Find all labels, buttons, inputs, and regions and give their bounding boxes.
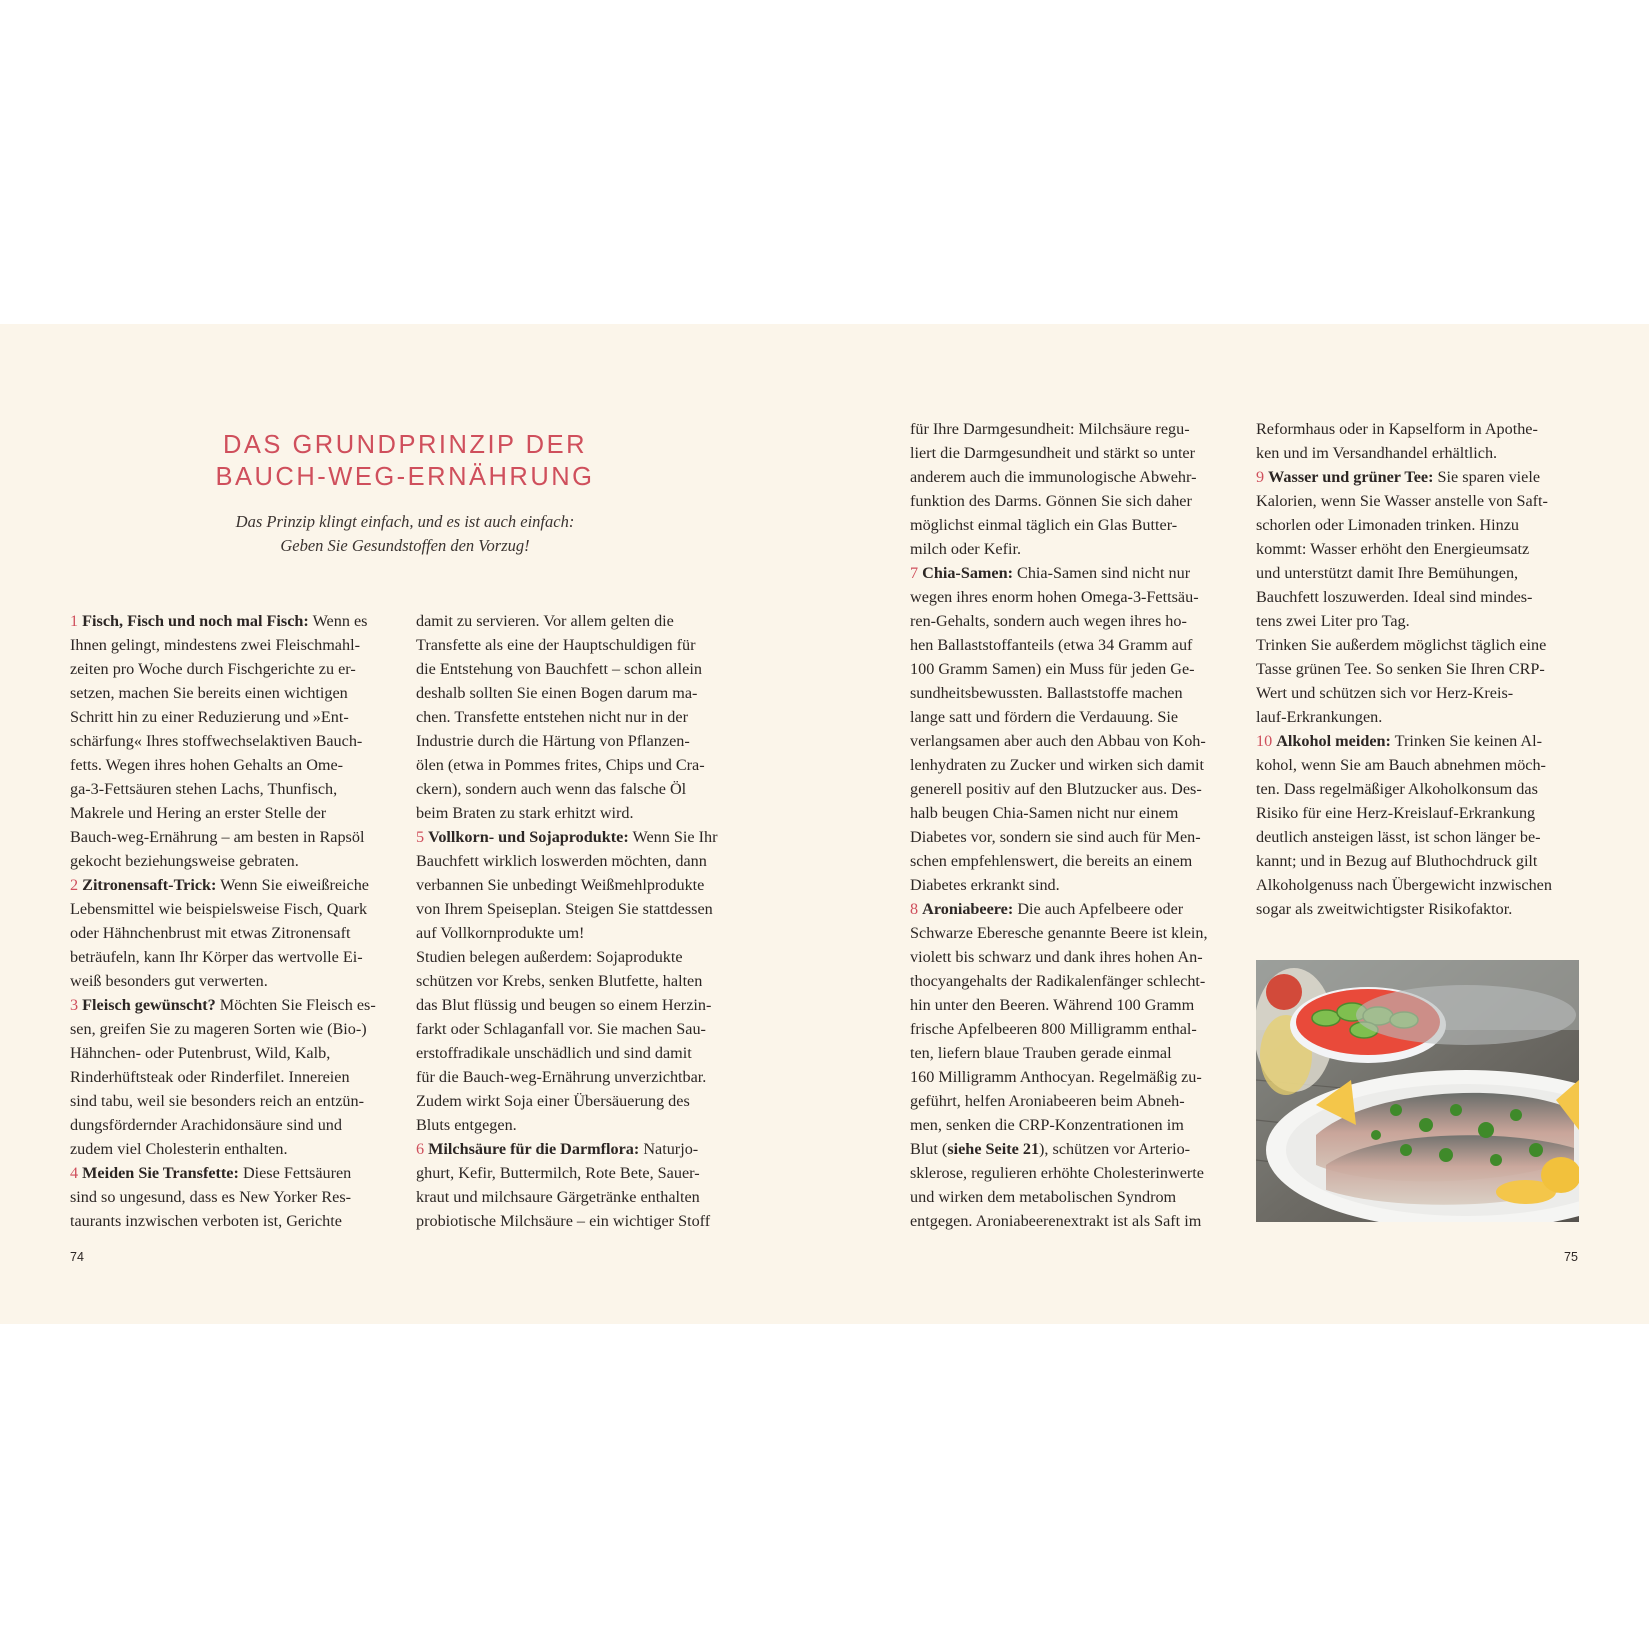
page-reference: siehe Seite 21	[947, 1140, 1040, 1158]
text-line	[416, 1209, 748, 1233]
text-line	[1256, 537, 1588, 561]
body-text: generell positiv auf den Blutzucker aus. Des-	[910, 780, 1202, 798]
item-heading: Fleisch gewünscht?	[82, 996, 216, 1014]
text-line	[70, 1041, 402, 1065]
body-text: die Entstehung von Bauchfett – schon allein	[416, 660, 702, 678]
text-line	[910, 585, 1242, 609]
text-line	[910, 849, 1242, 873]
item-number: 4	[70, 1164, 79, 1182]
body-text: Bauchfett wirklich loswerden möchten, dann	[416, 852, 707, 870]
text-line	[1256, 681, 1588, 705]
body-text: entgegen. Aroniabeerenextrakt ist als Saft im	[910, 1212, 1202, 1230]
body-text: chen. Transfette entstehen nicht nur in der	[416, 708, 688, 726]
body-text: sundheitsbewussten. Ballaststoffe machen	[910, 684, 1183, 702]
item-heading: Alkohol meiden:	[1276, 732, 1391, 750]
body-text: lange satt und fördern die Verdauung. Sie	[910, 708, 1179, 726]
text-line	[1256, 729, 1588, 753]
body-text: men, senken die CRP-Konzentrationen im	[910, 1116, 1184, 1134]
body-text: Ihnen gelingt, mindestens zwei Fleischmahl-	[70, 636, 360, 654]
text-line	[910, 921, 1242, 945]
body-text: ckern), sondern auch wenn das falsche Öl	[416, 780, 687, 798]
text-line	[1256, 609, 1588, 633]
text-line	[70, 1065, 402, 1089]
text-line	[910, 777, 1242, 801]
body-text: beim Braten zu stark erhitzt wird.	[416, 804, 634, 822]
text-line	[416, 705, 748, 729]
text-line	[1256, 417, 1588, 441]
text-line	[416, 681, 748, 705]
body-text: Bauchfett loszuwerden. Ideal sind mindes-	[1256, 588, 1533, 606]
body-text: Lebensmittel wie beispielsweise Fisch, Quark	[70, 900, 368, 918]
body-text: schorlen oder Limonaden trinken. Hinzu	[1256, 516, 1519, 534]
body-text: Risiko für eine Herz-Kreislauf-Erkrankung	[1256, 804, 1536, 822]
body-text: ken und im Versandhandel erhältlich.	[1256, 444, 1498, 462]
text-line	[416, 801, 748, 825]
title-line: BAUCH-WEG-ERNÄHRUNG	[215, 463, 595, 491]
body-text: anderem auch die immunologische Abwehr-	[910, 468, 1197, 486]
text-line	[416, 897, 748, 921]
text-line	[70, 1089, 402, 1113]
body-text: für die Bauch-weg-Ernährung unverzichtbar.	[416, 1068, 707, 1086]
body-text: Naturjo-	[639, 1140, 699, 1158]
body-text: kraut und milchsaure Gärgetränke enthalten	[416, 1188, 700, 1206]
text-line	[910, 465, 1242, 489]
text-line	[910, 1113, 1242, 1137]
body-text: schen empfehlenswert, die bereits an einem	[910, 852, 1193, 870]
body-text: ghurt, Kefir, Buttermilch, Rote Bete, Sauer-	[416, 1164, 700, 1182]
body-text: thocyangehalts der Radikalenfänger schlecht-	[910, 972, 1206, 990]
text-line	[1256, 561, 1588, 585]
text-line	[1256, 849, 1588, 873]
body-text: weiß besonders gut verwerten.	[70, 972, 268, 990]
body-text: hen Ballaststoffanteils (etwa 34 Gramm auf	[910, 636, 1193, 654]
item-number: 3	[70, 996, 79, 1014]
text-line	[416, 849, 748, 873]
body-text: Die auch Apfelbeere oder	[1013, 900, 1184, 918]
body-text: Trinken Sie außerdem möglichst täglich eine	[1256, 636, 1547, 654]
text-line	[416, 609, 748, 633]
text-line	[70, 969, 402, 993]
text-line	[910, 1065, 1242, 1089]
body-text: tens zwei Liter pro Tag.	[1256, 612, 1410, 630]
item-heading: Chia-Samen:	[922, 564, 1013, 582]
text-line	[70, 657, 402, 681]
body-text: taurants inzwischen verboten ist, Gerichte	[70, 1212, 342, 1230]
body-text: zudem viel Cholesterin enthalten.	[70, 1140, 288, 1158]
text-line	[910, 873, 1242, 897]
text-line	[1256, 873, 1588, 897]
page-number-right: 75	[1564, 1250, 1578, 1264]
item-heading: Meiden Sie Transfette:	[82, 1164, 239, 1182]
item-heading: Zitronensaft-Trick:	[82, 876, 217, 894]
text-line	[910, 1185, 1242, 1209]
body-text: Bauch-weg-Ernährung – am besten in Rapsöl	[70, 828, 365, 846]
text-line	[1256, 705, 1588, 729]
body-text: Transfette als eine der Hauptschuldigen für	[416, 636, 696, 654]
body-text: kannt; und in Bezug auf Bluthochdruck gilt	[1256, 852, 1538, 870]
text-line	[70, 633, 402, 657]
body-text: farkt oder Schlaganfall vor. Sie machen Sau-	[416, 1020, 706, 1038]
text-line	[910, 969, 1242, 993]
body-text: Bluts entgegen.	[416, 1116, 517, 1134]
body-text: violett bis schwarz und dank ihres hohen An-	[910, 948, 1203, 966]
fish-dish-photo	[1256, 960, 1579, 1222]
body-text: das Blut flüssig und beugen so einem Herzin-	[416, 996, 712, 1014]
body-text: kommt: Wasser erhöht den Energieumsatz	[1256, 540, 1530, 558]
text-line	[910, 801, 1242, 825]
item-number: 5	[416, 828, 425, 846]
text-line	[416, 1089, 748, 1113]
body-text: ), schützen vor Arterio-	[1039, 1140, 1191, 1158]
text-line	[1256, 513, 1588, 537]
text-line	[416, 753, 748, 777]
text-line	[1256, 633, 1588, 657]
body-text: gekocht beziehungsweise gebraten.	[70, 852, 299, 870]
text-line	[1256, 489, 1588, 513]
text-line	[910, 729, 1242, 753]
text-line	[416, 657, 748, 681]
page-number-left: 74	[70, 1250, 84, 1264]
text-line	[70, 1137, 402, 1161]
body-text: 100 Gramm Samen) ein Muss für jeden Ge-	[910, 660, 1195, 678]
item-heading: Vollkorn- und Sojaprodukte:	[428, 828, 629, 846]
body-text: verbannen Sie unbedingt Weißmehlprodukte	[416, 876, 705, 894]
body-text: sogar als zweitwichtigster Risikofaktor.	[1256, 900, 1513, 918]
text-line	[416, 1185, 748, 1209]
body-text: frische Apfelbeeren 800 Milligramm enthal-	[910, 1020, 1197, 1038]
body-text: Tasse grünen Tee. So senken Sie Ihren CRP-	[1256, 660, 1545, 678]
body-text: Blut (	[910, 1140, 948, 1158]
body-text: Zudem wirkt Soja einer Übersäuerung des	[416, 1092, 690, 1110]
text-line	[70, 1209, 402, 1233]
text-line	[416, 825, 748, 849]
body-text: deshalb sollten Sie einen Bogen darum ma-	[416, 684, 698, 702]
text-line	[1256, 441, 1588, 465]
body-text: Studien belegen außerdem: Sojaprodukte	[416, 948, 683, 966]
body-text: Hähnchen- oder Putenbrust, Wild, Kalb,	[70, 1044, 331, 1062]
text-line	[416, 945, 748, 969]
body-text: lauf-Erkrankungen.	[1256, 708, 1383, 726]
text-line	[70, 897, 402, 921]
text-line	[416, 1065, 748, 1089]
body-text: oder Hähnchenbrust mit etwas Zitronensaft	[70, 924, 351, 942]
text-line	[910, 1137, 1242, 1161]
body-text: Diabetes erkrankt sind.	[910, 876, 1060, 894]
body-text: Chia-Samen sind nicht nur	[1012, 564, 1191, 582]
body-text: Möchten Sie Fleisch es-	[215, 996, 376, 1014]
body-text: ten. Dass regelmäßiger Alkoholkonsum das	[1256, 780, 1538, 798]
text-line	[70, 801, 402, 825]
text-line	[70, 945, 402, 969]
body-text: halb beugen Chia-Samen nicht nur einem	[910, 804, 1179, 822]
body-text: Wenn Sie eiweißreiche	[216, 876, 369, 894]
chapter-title	[150, 429, 660, 493]
text-line	[70, 705, 402, 729]
text-line	[1256, 753, 1588, 777]
text-line	[70, 1113, 402, 1137]
text-line	[910, 561, 1242, 585]
text-line	[70, 729, 402, 753]
body-text: schärfung« Ihres stoffwechselaktiven Bauch-	[70, 732, 363, 750]
body-text: Industrie durch die Härtung von Pflanzen-	[416, 732, 690, 750]
body-text: lenhydraten zu Zucker und wirken sich damit	[910, 756, 1204, 774]
text-line	[910, 681, 1242, 705]
item-number: 9	[1256, 468, 1265, 486]
title-line: DAS GRUNDPRINZIP DER	[222, 431, 588, 459]
text-line	[910, 609, 1242, 633]
text-line	[70, 609, 402, 633]
body-text: deutlich ansteigen lässt, ist schon länger be-	[1256, 828, 1541, 846]
body-text: ölen (etwa in Pommes frites, Chips und Cra-	[416, 756, 705, 774]
body-text: beträufeln, kann Ihr Körper das wertvolle Ei-	[70, 948, 363, 966]
body-text: Wert und schützen sich vor Herz-Kreis-	[1256, 684, 1514, 702]
text-column-1	[70, 609, 402, 1233]
text-line	[910, 1017, 1242, 1041]
body-text: verlangsamen aber auch den Abbau von Koh-	[910, 732, 1206, 750]
body-text: und unterstützt damit Ihre Bemühungen,	[1256, 564, 1519, 582]
body-text: setzen, machen Sie bereits einen wichtigen	[70, 684, 348, 702]
text-line	[910, 705, 1242, 729]
text-line	[910, 417, 1242, 441]
body-text: sklerose, regulieren erhöhte Cholesterinwerte	[910, 1164, 1204, 1182]
text-line	[70, 849, 402, 873]
body-text: Rinderhüftsteak oder Rinderfilet. Innereien	[70, 1068, 350, 1086]
text-line	[910, 753, 1242, 777]
text-line	[70, 921, 402, 945]
body-text: Diese Fettsäuren	[238, 1164, 352, 1182]
body-text: Wenn Sie Ihr	[628, 828, 718, 846]
body-text: dungsfördernder Arachidonsäure sind und	[70, 1116, 342, 1134]
subtitle-line: Das Prinzip klingt einfach, und es ist auch einfach:	[235, 512, 575, 531]
body-text: liert die Darmgesundheit und stärkt so unter	[910, 444, 1196, 462]
item-heading: Aroniabeere:	[922, 900, 1014, 918]
body-text: 160 Milligramm Anthocyan. Regelmäßig zu-	[910, 1068, 1202, 1086]
item-number: 1	[70, 612, 79, 630]
text-line	[1256, 777, 1588, 801]
text-line	[416, 777, 748, 801]
body-text: von Ihrem Speiseplan. Steigen Sie stattdessen	[416, 900, 713, 918]
text-line	[1256, 465, 1588, 489]
item-number: 7	[910, 564, 919, 582]
body-text: erstoffradikale unschädlich und sind damit	[416, 1044, 692, 1062]
text-line	[1256, 801, 1588, 825]
text-line	[1256, 825, 1588, 849]
body-text: und wirken dem metabolischen Syndrom	[910, 1188, 1177, 1206]
body-text: Reformhaus oder in Kapselform in Apothe-	[1256, 420, 1538, 438]
body-text: sind tabu, weil sie besonders reich an entzün-	[70, 1092, 364, 1110]
text-line	[416, 1017, 748, 1041]
text-line	[70, 873, 402, 897]
subtitle-line: Geben Sie Gesundstoffen den Vorzug!	[280, 536, 530, 555]
text-line	[910, 1209, 1242, 1233]
text-line	[910, 1041, 1242, 1065]
text-line	[416, 1041, 748, 1065]
text-line	[910, 993, 1242, 1017]
body-text: milch oder Kefir.	[910, 540, 1022, 558]
item-number: 8	[910, 900, 919, 918]
text-line	[910, 633, 1242, 657]
text-line	[910, 1161, 1242, 1185]
body-text: sind so ungesund, dass es New Yorker Res-	[70, 1188, 352, 1206]
text-line	[416, 993, 748, 1017]
text-line	[910, 825, 1242, 849]
text-line	[910, 441, 1242, 465]
body-text: Schwarze Eberesche genannte Beere ist klein,	[910, 924, 1208, 942]
text-column-3	[910, 417, 1242, 1233]
body-text: zeiten pro Woche durch Fischgerichte zu er-	[70, 660, 356, 678]
text-line	[70, 777, 402, 801]
text-column-2	[416, 609, 748, 1233]
body-text: Wenn es	[308, 612, 368, 630]
text-line	[70, 825, 402, 849]
body-text: probiotische Milchsäure – ein wichtiger Stoff	[416, 1212, 711, 1230]
body-text: hin unter den Beeren. Während 100 Gramm	[910, 996, 1195, 1014]
text-line	[70, 681, 402, 705]
text-line	[70, 993, 402, 1017]
item-number: 6	[416, 1140, 425, 1158]
body-text: ren-Gehalts, sondern auch wegen ihres ho-	[910, 612, 1187, 630]
item-number: 10	[1256, 732, 1273, 750]
body-text: geführt, helfen Aroniabeeren beim Abneh-	[910, 1092, 1185, 1110]
text-line	[910, 945, 1242, 969]
item-heading: Fisch, Fisch und noch mal Fisch:	[82, 612, 309, 630]
text-line	[416, 729, 748, 753]
body-text: fetts. Wegen ihres hohen Gehalts an Ome-	[70, 756, 344, 774]
body-text: Diabetes vor, sondern sie sind auch für Men-	[910, 828, 1201, 846]
fish-photo-illustration	[1256, 960, 1579, 1222]
text-line	[910, 537, 1242, 561]
book-spread	[0, 324, 1649, 1324]
item-heading: Wasser und grüner Tee:	[1268, 468, 1434, 486]
body-text: für Ihre Darmgesundheit: Milchsäure regu-	[910, 420, 1190, 438]
body-text: kohol, wenn Sie am Bauch abnehmen möch-	[1256, 756, 1546, 774]
body-text: damit zu servieren. Vor allem gelten die	[416, 612, 674, 630]
text-line	[70, 1017, 402, 1041]
item-number: 2	[70, 876, 79, 894]
chapter-subtitle	[150, 510, 660, 558]
text-line	[910, 513, 1242, 537]
body-text: Makrele und Hering an erster Stelle der	[70, 804, 327, 822]
text-line	[416, 969, 748, 993]
text-line	[910, 1089, 1242, 1113]
body-text: möglichst einmal täglich ein Glas Butter-	[910, 516, 1178, 534]
text-line	[70, 1161, 402, 1185]
text-line	[416, 1161, 748, 1185]
text-line	[70, 753, 402, 777]
body-text: sen, greifen Sie zu mageren Sorten wie (Bio-)	[70, 1020, 367, 1038]
body-text: schützen vor Krebs, senken Blutfette, halten	[416, 972, 703, 990]
text-line	[910, 657, 1242, 681]
body-text: ga-3-Fettsäuren stehen Lachs, Thunfisch,	[70, 780, 338, 798]
text-column-4	[1256, 417, 1588, 921]
body-text: Trinken Sie keinen Al-	[1390, 732, 1543, 750]
text-line	[1256, 897, 1588, 921]
body-text: Sie sparen viele	[1433, 468, 1541, 486]
body-text: auf Vollkornprodukte um!	[416, 924, 585, 942]
text-line	[1256, 657, 1588, 681]
text-line	[416, 1137, 748, 1161]
body-text: wegen ihres enorm hohen Omega-3-Fettsäu-	[910, 588, 1199, 606]
body-text: Alkoholgenuss nach Übergewicht inzwischen	[1256, 876, 1552, 894]
text-line	[416, 873, 748, 897]
text-line	[70, 1185, 402, 1209]
text-line	[416, 921, 748, 945]
text-line	[1256, 585, 1588, 609]
text-line	[910, 489, 1242, 513]
text-line	[416, 633, 748, 657]
body-text: Kalorien, wenn Sie Wasser anstelle von Saft-	[1256, 492, 1548, 510]
body-text: funktion des Darms. Gönnen Sie sich daher	[910, 492, 1192, 510]
text-line	[910, 897, 1242, 921]
body-text: Schritt hin zu einer Reduzierung und »Ent-	[70, 708, 349, 726]
text-line	[416, 1113, 748, 1137]
body-text: ten, liefern blaue Trauben gerade einmal	[910, 1044, 1172, 1062]
item-heading: Milchsäure für die Darmflora:	[428, 1140, 640, 1158]
